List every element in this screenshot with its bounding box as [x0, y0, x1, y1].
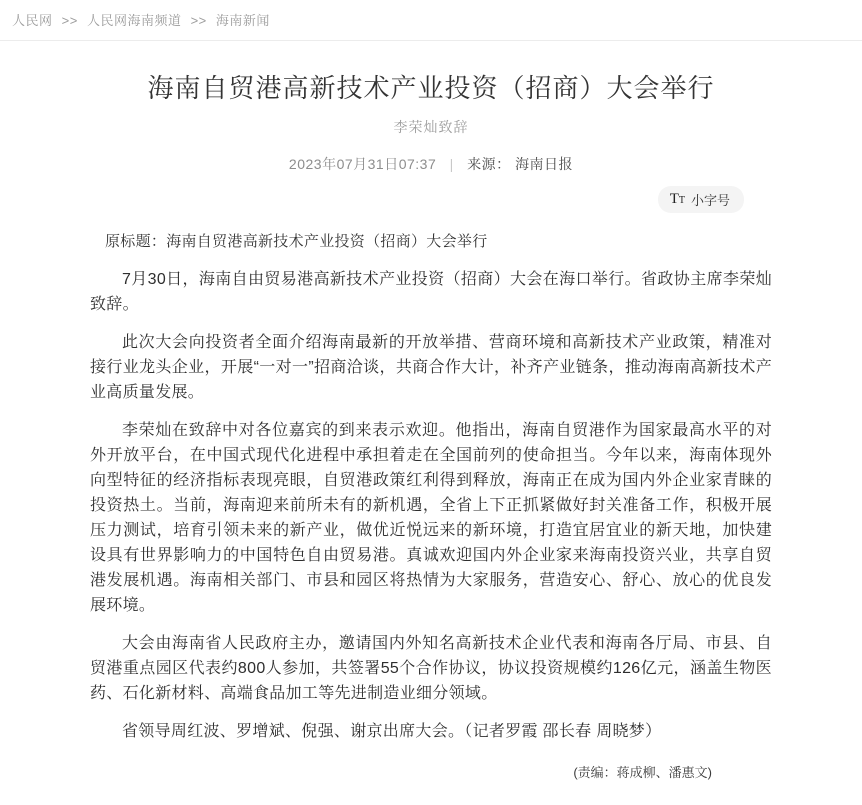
- breadcrumb: [0, 0, 862, 41]
- breadcrumb-separator: >>: [61, 13, 78, 28]
- font-size-icon: TT: [669, 191, 685, 207]
- breadcrumb-link-people-net[interactable]: 人民网: [12, 13, 53, 28]
- article-toolbar: [90, 186, 772, 213]
- article-paragraph: 李荣灿在致辞中对各位嘉宾的到来表示欢迎。他指出，海南自贸港作为国家最高水平的对外开放平台，在中国式现代化进程中承担着走在全国前列的使命担当。今年以来，海南体现外向型特征的经济指标表现亮眼，自贸港政策红利得到释放，海南正在成为国内外企业家青睐的投资热土。当前，海南迎来前所未有的新机遇，全省上下正抓紧做好封关准备工作，积极开展压力测试，培育引领未来的新产业，做优近悦远来的新环境，打造宜居宜业的新天地，加快建设具有世界影响力的中国特色自由贸易港。真诚欢迎国内外企业家来海南投资兴业，共享自贸港发展机遇。海南相关部门、市县和园区将热情为大家服务，营造安心、舒心、放心的优良发展环境。: [90, 422, 772, 614]
- original-title: 原标题：海南自贸港高新技术产业投资（招商）大会举行: [105, 233, 488, 250]
- article-paragraph: 省领导周红波、罗增斌、倪强、谢京出席大会。（记者罗霞 邵长春 周晓梦）: [122, 723, 662, 740]
- article-content: [90, 71, 772, 805]
- breadcrumb-separator: >>: [190, 13, 207, 28]
- article-paragraph: 7月30日，海南自由贸易港高新技术产业投资（招商）大会在海口举行。省政协主席李荣灿致辞。: [90, 271, 772, 313]
- page-title: 海南自贸港高新技术产业投资（招商）大会举行: [147, 73, 715, 103]
- meta-divider: |: [449, 156, 454, 172]
- source-label: 来源：: [467, 156, 511, 172]
- article-paragraph: 大会由海南省人民政府主办，邀请国内外知名高新技术企业代表和海南各厅局、市县、自贸港重点园区代表约800人参加，共签署55个合作协议，协议投资规模约126亿元，涵盖生物医药、石化新材料、高端食品加工等先进制造业细分领域。: [90, 635, 772, 702]
- editor-credit: (责编：蒋成柳、潘惠文): [573, 765, 712, 780]
- breadcrumb-link-hainan-channel[interactable]: 人民网海南频道: [86, 13, 182, 28]
- breadcrumb-link-hainan-news[interactable]: 海南新闻: [215, 13, 270, 28]
- article-body: [90, 229, 772, 744]
- article-subtitle: 李荣灿致辞: [393, 119, 469, 135]
- publish-date: 2023年07月31日07:37: [288, 156, 437, 172]
- font-size-label: 小字号: [690, 193, 730, 208]
- source-name: 海南日报: [515, 156, 574, 172]
- article-paragraph: 此次大会向投资者全面介绍海南最新的开放举措、营商环境和高新技术产业政策，精准对接行业龙头企业，开展“一对一”招商洽谈，共商合作大计，补齐产业链条，推动海南高新技术产业高质量发展。: [90, 334, 772, 401]
- article-meta: [90, 154, 772, 174]
- font-size-button[interactable]: [658, 186, 744, 213]
